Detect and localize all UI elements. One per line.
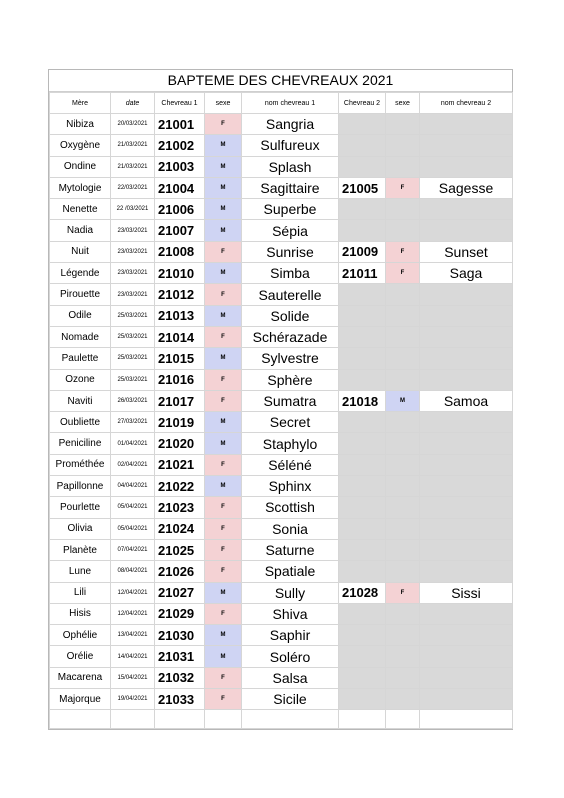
kid1-sex-cell: F [205, 539, 242, 560]
kid2-sex-cell [386, 369, 420, 390]
table-row [50, 284, 513, 305]
kid2-number-cell: 21011 [339, 263, 386, 284]
kid1-number-cell: 21029 [155, 603, 205, 624]
kid2-name-cell: Saga [420, 263, 513, 284]
kid2-number-cell [339, 689, 386, 710]
kid1-sex-cell: F [205, 603, 242, 624]
mother-cell: Mytologie [50, 177, 111, 198]
mother-cell: Naviti [50, 390, 111, 411]
kid2-name-cell [420, 369, 513, 390]
kid2-sex-cell [386, 412, 420, 433]
mother-cell: Hisis [50, 603, 111, 624]
kid2-sex-cell [386, 497, 420, 518]
date-cell: 27/03/2021 [111, 412, 155, 433]
kid2-name-cell [420, 476, 513, 497]
kid2-sex-cell [386, 561, 420, 582]
mother-cell: Ozone [50, 369, 111, 390]
date-cell: 07/04/2021 [111, 539, 155, 560]
kid2-number-cell [339, 199, 386, 220]
kid2-number-cell [339, 518, 386, 539]
kid1-name-cell: Sunrise [242, 241, 339, 262]
kid2-sex-cell [386, 476, 420, 497]
kid1-name-cell: Salsa [242, 667, 339, 688]
kid1-name-cell: Secret [242, 412, 339, 433]
kid1-name-cell: Spatiale [242, 561, 339, 582]
table-row [50, 305, 513, 326]
blank-cell [420, 710, 513, 729]
blank-cell [339, 710, 386, 729]
mother-cell: Ondine [50, 156, 111, 177]
mother-cell: Nuit [50, 241, 111, 262]
kid1-sex-cell: M [205, 156, 242, 177]
mother-cell: Papillonne [50, 476, 111, 497]
kid2-number-cell [339, 667, 386, 688]
table-row [50, 603, 513, 624]
kid2-name-cell [420, 667, 513, 688]
kid1-name-cell: Solide [242, 305, 339, 326]
kid2-name-cell [420, 625, 513, 646]
kid2-sex-cell [386, 135, 420, 156]
date-cell: 23/03/2021 [111, 284, 155, 305]
kid1-name-cell: Sicile [242, 689, 339, 710]
date-cell: 23/03/2021 [111, 241, 155, 262]
kid1-sex-cell: F [205, 369, 242, 390]
header-chevreau1: Chevreau 1 [155, 93, 205, 114]
kid1-name-cell: Sépia [242, 220, 339, 241]
kid1-number-cell: 21013 [155, 305, 205, 326]
kid1-sex-cell: M [205, 220, 242, 241]
kid2-number-cell [339, 603, 386, 624]
blank-cell [205, 710, 242, 729]
table-row [50, 582, 513, 603]
kid2-number-cell [339, 476, 386, 497]
kid1-number-cell: 21017 [155, 390, 205, 411]
table-row [50, 412, 513, 433]
kid2-sex-cell [386, 326, 420, 347]
date-cell: 19/04/2021 [111, 689, 155, 710]
blank-cell [386, 710, 420, 729]
kid1-name-cell: Staphylo [242, 433, 339, 454]
kid1-name-cell: Schérazade [242, 326, 339, 347]
kid1-number-cell: 21014 [155, 326, 205, 347]
table-row [50, 114, 513, 135]
kid2-sex-cell [386, 646, 420, 667]
kid2-name-cell [420, 220, 513, 241]
kid2-sex-cell: F [386, 177, 420, 198]
kid1-sex-cell: M [205, 348, 242, 369]
mother-cell: Lune [50, 561, 111, 582]
kid2-sex-cell [386, 625, 420, 646]
mother-cell: Légende [50, 263, 111, 284]
kid2-name-cell [420, 497, 513, 518]
kid1-number-cell: 21015 [155, 348, 205, 369]
kid1-sex-cell: M [205, 646, 242, 667]
kid1-number-cell: 21010 [155, 263, 205, 284]
kid2-name-cell [420, 433, 513, 454]
kid1-sex-cell: M [205, 177, 242, 198]
mother-cell: Odile [50, 305, 111, 326]
kid2-sex-cell: F [386, 241, 420, 262]
kid2-number-cell [339, 454, 386, 475]
kid2-name-cell [420, 156, 513, 177]
kid1-sex-cell: M [205, 199, 242, 220]
kid2-name-cell [420, 561, 513, 582]
table-row [50, 454, 513, 475]
date-cell: 25/03/2021 [111, 369, 155, 390]
table-row [50, 625, 513, 646]
kid1-name-cell: Simba [242, 263, 339, 284]
kid2-name-cell [420, 348, 513, 369]
kid2-sex-cell [386, 220, 420, 241]
kid2-sex-cell: M [386, 390, 420, 411]
kid1-number-cell: 21032 [155, 667, 205, 688]
kid2-name-cell: Sissi [420, 582, 513, 603]
table-row [50, 263, 513, 284]
kid2-name-cell [420, 539, 513, 560]
kid2-sex-cell [386, 284, 420, 305]
table-row [50, 326, 513, 347]
date-cell: 25/03/2021 [111, 348, 155, 369]
kid1-number-cell: 21024 [155, 518, 205, 539]
kid2-number-cell [339, 326, 386, 347]
kid2-name-cell: Sagesse [420, 177, 513, 198]
kid2-number-cell [339, 646, 386, 667]
kid1-number-cell: 21016 [155, 369, 205, 390]
kid2-sex-cell [386, 156, 420, 177]
table-row [50, 369, 513, 390]
blank-cell [155, 710, 205, 729]
date-cell: 25/03/2021 [111, 305, 155, 326]
kid2-number-cell [339, 284, 386, 305]
kid1-number-cell: 21031 [155, 646, 205, 667]
kid2-number-cell [339, 114, 386, 135]
date-cell: 22 /03/2021 [111, 199, 155, 220]
kid2-number-cell [339, 369, 386, 390]
kid1-number-cell: 21033 [155, 689, 205, 710]
date-cell: 01/04/2021 [111, 433, 155, 454]
date-cell: 22/03/2021 [111, 177, 155, 198]
kid1-sex-cell: F [205, 689, 242, 710]
kid1-number-cell: 21021 [155, 454, 205, 475]
kid2-number-cell [339, 412, 386, 433]
kid1-name-cell: Sulfureux [242, 135, 339, 156]
table-body [50, 114, 513, 729]
kid1-name-cell: Sully [242, 582, 339, 603]
kid1-number-cell: 21019 [155, 412, 205, 433]
kid2-number-cell [339, 625, 386, 646]
table-row [50, 689, 513, 710]
kid2-name-cell [420, 646, 513, 667]
kid1-name-cell: Sphère [242, 369, 339, 390]
kid2-name-cell [420, 114, 513, 135]
kid1-sex-cell: M [205, 412, 242, 433]
date-cell: 04/04/2021 [111, 476, 155, 497]
kid2-name-cell [420, 305, 513, 326]
table-row [50, 220, 513, 241]
kid1-number-cell: 21030 [155, 625, 205, 646]
kid1-number-cell: 21027 [155, 582, 205, 603]
kid1-name-cell: Soléro [242, 646, 339, 667]
kid2-name-cell [420, 135, 513, 156]
kid2-name-cell: Samoa [420, 390, 513, 411]
header-chevreau2: Chevreau 2 [339, 93, 386, 114]
table-row [50, 348, 513, 369]
mother-cell: Paulette [50, 348, 111, 369]
kid2-name-cell [420, 284, 513, 305]
kid1-name-cell: Sylvestre [242, 348, 339, 369]
header-sexe2: sexe [386, 93, 420, 114]
kid1-number-cell: 21020 [155, 433, 205, 454]
kid1-name-cell: Saturne [242, 539, 339, 560]
date-cell: 14/04/2021 [111, 646, 155, 667]
kid1-name-cell: Scottish [242, 497, 339, 518]
kid1-number-cell: 21003 [155, 156, 205, 177]
kid2-number-cell [339, 305, 386, 326]
kid1-name-cell: Sphinx [242, 476, 339, 497]
baptism-table [49, 92, 513, 729]
mother-cell: Nomade [50, 326, 111, 347]
kid1-name-cell: Sauterelle [242, 284, 339, 305]
kid1-number-cell: 21022 [155, 476, 205, 497]
header-sexe1: sexe [205, 93, 242, 114]
mother-cell: Nenette [50, 199, 111, 220]
kid1-sex-cell: F [205, 497, 242, 518]
kid1-sex-cell: F [205, 241, 242, 262]
date-cell: 26/03/2021 [111, 390, 155, 411]
date-cell: 21/03/2021 [111, 135, 155, 156]
kid1-name-cell: Saphir [242, 625, 339, 646]
kid1-name-cell: Sumatra [242, 390, 339, 411]
kid1-sex-cell: M [205, 263, 242, 284]
mother-cell: Orélie [50, 646, 111, 667]
kid2-sex-cell [386, 518, 420, 539]
kid2-name-cell: Sunset [420, 241, 513, 262]
kid2-number-cell: 21005 [339, 177, 386, 198]
mother-cell: Nibiza [50, 114, 111, 135]
header-row [50, 93, 513, 114]
blank-cell [50, 710, 111, 729]
mother-cell: Pirouette [50, 284, 111, 305]
kid2-sex-cell: F [386, 263, 420, 284]
blank-cell [111, 710, 155, 729]
table-row [50, 667, 513, 688]
table-row [50, 199, 513, 220]
kid2-number-cell [339, 561, 386, 582]
date-cell: 20/03/2021 [111, 114, 155, 135]
kid2-name-cell [420, 454, 513, 475]
kid2-name-cell [420, 689, 513, 710]
kid2-name-cell [420, 199, 513, 220]
kid1-number-cell: 21006 [155, 199, 205, 220]
date-cell: 02/04/2021 [111, 454, 155, 475]
kid1-name-cell: Sonia [242, 518, 339, 539]
table-row [50, 390, 513, 411]
table-row [50, 518, 513, 539]
header-mere: Mère [50, 93, 111, 114]
kid2-name-cell [420, 326, 513, 347]
kid2-sex-cell [386, 689, 420, 710]
kid2-sex-cell [386, 433, 420, 454]
table-row [50, 241, 513, 262]
kid1-sex-cell: F [205, 326, 242, 347]
kid1-sex-cell: F [205, 454, 242, 475]
kid2-name-cell [420, 603, 513, 624]
date-cell: 23/03/2021 [111, 263, 155, 284]
kid1-number-cell: 21001 [155, 114, 205, 135]
kid1-number-cell: 21026 [155, 561, 205, 582]
kid1-sex-cell: M [205, 305, 242, 326]
sheet-title: BAPTEME DES CHEVREAUX 2021 [49, 70, 512, 92]
kid2-sex-cell [386, 539, 420, 560]
date-cell: 12/04/2021 [111, 603, 155, 624]
kid1-number-cell: 21012 [155, 284, 205, 305]
kid2-number-cell [339, 220, 386, 241]
kid1-sex-cell: F [205, 667, 242, 688]
kid2-sex-cell [386, 454, 420, 475]
kid1-sex-cell: F [205, 518, 242, 539]
table-row [50, 156, 513, 177]
mother-cell: Pourlette [50, 497, 111, 518]
kid1-sex-cell: M [205, 433, 242, 454]
mother-cell: Peniciline [50, 433, 111, 454]
table-row [50, 476, 513, 497]
kid2-sex-cell [386, 348, 420, 369]
kid1-sex-cell: F [205, 561, 242, 582]
table-row [50, 646, 513, 667]
kid2-sex-cell [386, 667, 420, 688]
mother-cell: Nadia [50, 220, 111, 241]
kid1-sex-cell: F [205, 390, 242, 411]
mother-cell: Planète [50, 539, 111, 560]
kid2-number-cell [339, 539, 386, 560]
mother-cell: Oubliette [50, 412, 111, 433]
blank-cell [242, 710, 339, 729]
kid1-sex-cell: F [205, 284, 242, 305]
date-cell: 25/03/2021 [111, 326, 155, 347]
date-cell: 23/03/2021 [111, 220, 155, 241]
mother-cell: Majorque [50, 689, 111, 710]
blank-row [50, 710, 513, 729]
kid1-sex-cell: F [205, 114, 242, 135]
kid2-sex-cell [386, 199, 420, 220]
kid2-sex-cell [386, 603, 420, 624]
table-row [50, 433, 513, 454]
kid1-sex-cell: M [205, 135, 242, 156]
kid2-name-cell [420, 412, 513, 433]
kid1-name-cell: Sagittaire [242, 177, 339, 198]
date-cell: 21/03/2021 [111, 156, 155, 177]
date-cell: 05/04/2021 [111, 497, 155, 518]
mother-cell: Oxygène [50, 135, 111, 156]
kid2-number-cell [339, 156, 386, 177]
mother-cell: Olivia [50, 518, 111, 539]
mother-cell: Prométhée [50, 454, 111, 475]
date-cell: 13/04/2021 [111, 625, 155, 646]
kid1-number-cell: 21025 [155, 539, 205, 560]
date-cell: 08/04/2021 [111, 561, 155, 582]
kid1-sex-cell: M [205, 582, 242, 603]
kid1-number-cell: 21008 [155, 241, 205, 262]
kid2-number-cell: 21018 [339, 390, 386, 411]
header-nom2: nom chevreau 2 [420, 93, 513, 114]
date-cell: 05/04/2021 [111, 518, 155, 539]
kid1-sex-cell: M [205, 625, 242, 646]
kid2-number-cell [339, 348, 386, 369]
header-nom1: nom chevreau 1 [242, 93, 339, 114]
table-row [50, 539, 513, 560]
mother-cell: Ophélie [50, 625, 111, 646]
kid1-sex-cell: M [205, 476, 242, 497]
mother-cell: Macarena [50, 667, 111, 688]
kid2-name-cell [420, 518, 513, 539]
kid2-number-cell: 21028 [339, 582, 386, 603]
spreadsheet-page [48, 69, 513, 730]
table-row [50, 177, 513, 198]
kid1-number-cell: 21023 [155, 497, 205, 518]
kid1-number-cell: 21007 [155, 220, 205, 241]
kid2-number-cell [339, 433, 386, 454]
kid2-number-cell [339, 497, 386, 518]
kid2-sex-cell [386, 305, 420, 326]
table-row [50, 561, 513, 582]
table-row [50, 135, 513, 156]
kid1-name-cell: Splash [242, 156, 339, 177]
kid1-name-cell: Sangria [242, 114, 339, 135]
kid1-name-cell: Superbe [242, 199, 339, 220]
kid2-sex-cell: F [386, 582, 420, 603]
header-date: date [111, 93, 155, 114]
kid2-sex-cell [386, 114, 420, 135]
date-cell: 15/04/2021 [111, 667, 155, 688]
kid1-number-cell: 21004 [155, 177, 205, 198]
kid1-name-cell: Shiva [242, 603, 339, 624]
kid1-number-cell: 21002 [155, 135, 205, 156]
kid2-number-cell [339, 135, 386, 156]
mother-cell: Lili [50, 582, 111, 603]
kid2-number-cell: 21009 [339, 241, 386, 262]
date-cell: 12/04/2021 [111, 582, 155, 603]
kid1-name-cell: Séléné [242, 454, 339, 475]
table-row [50, 497, 513, 518]
